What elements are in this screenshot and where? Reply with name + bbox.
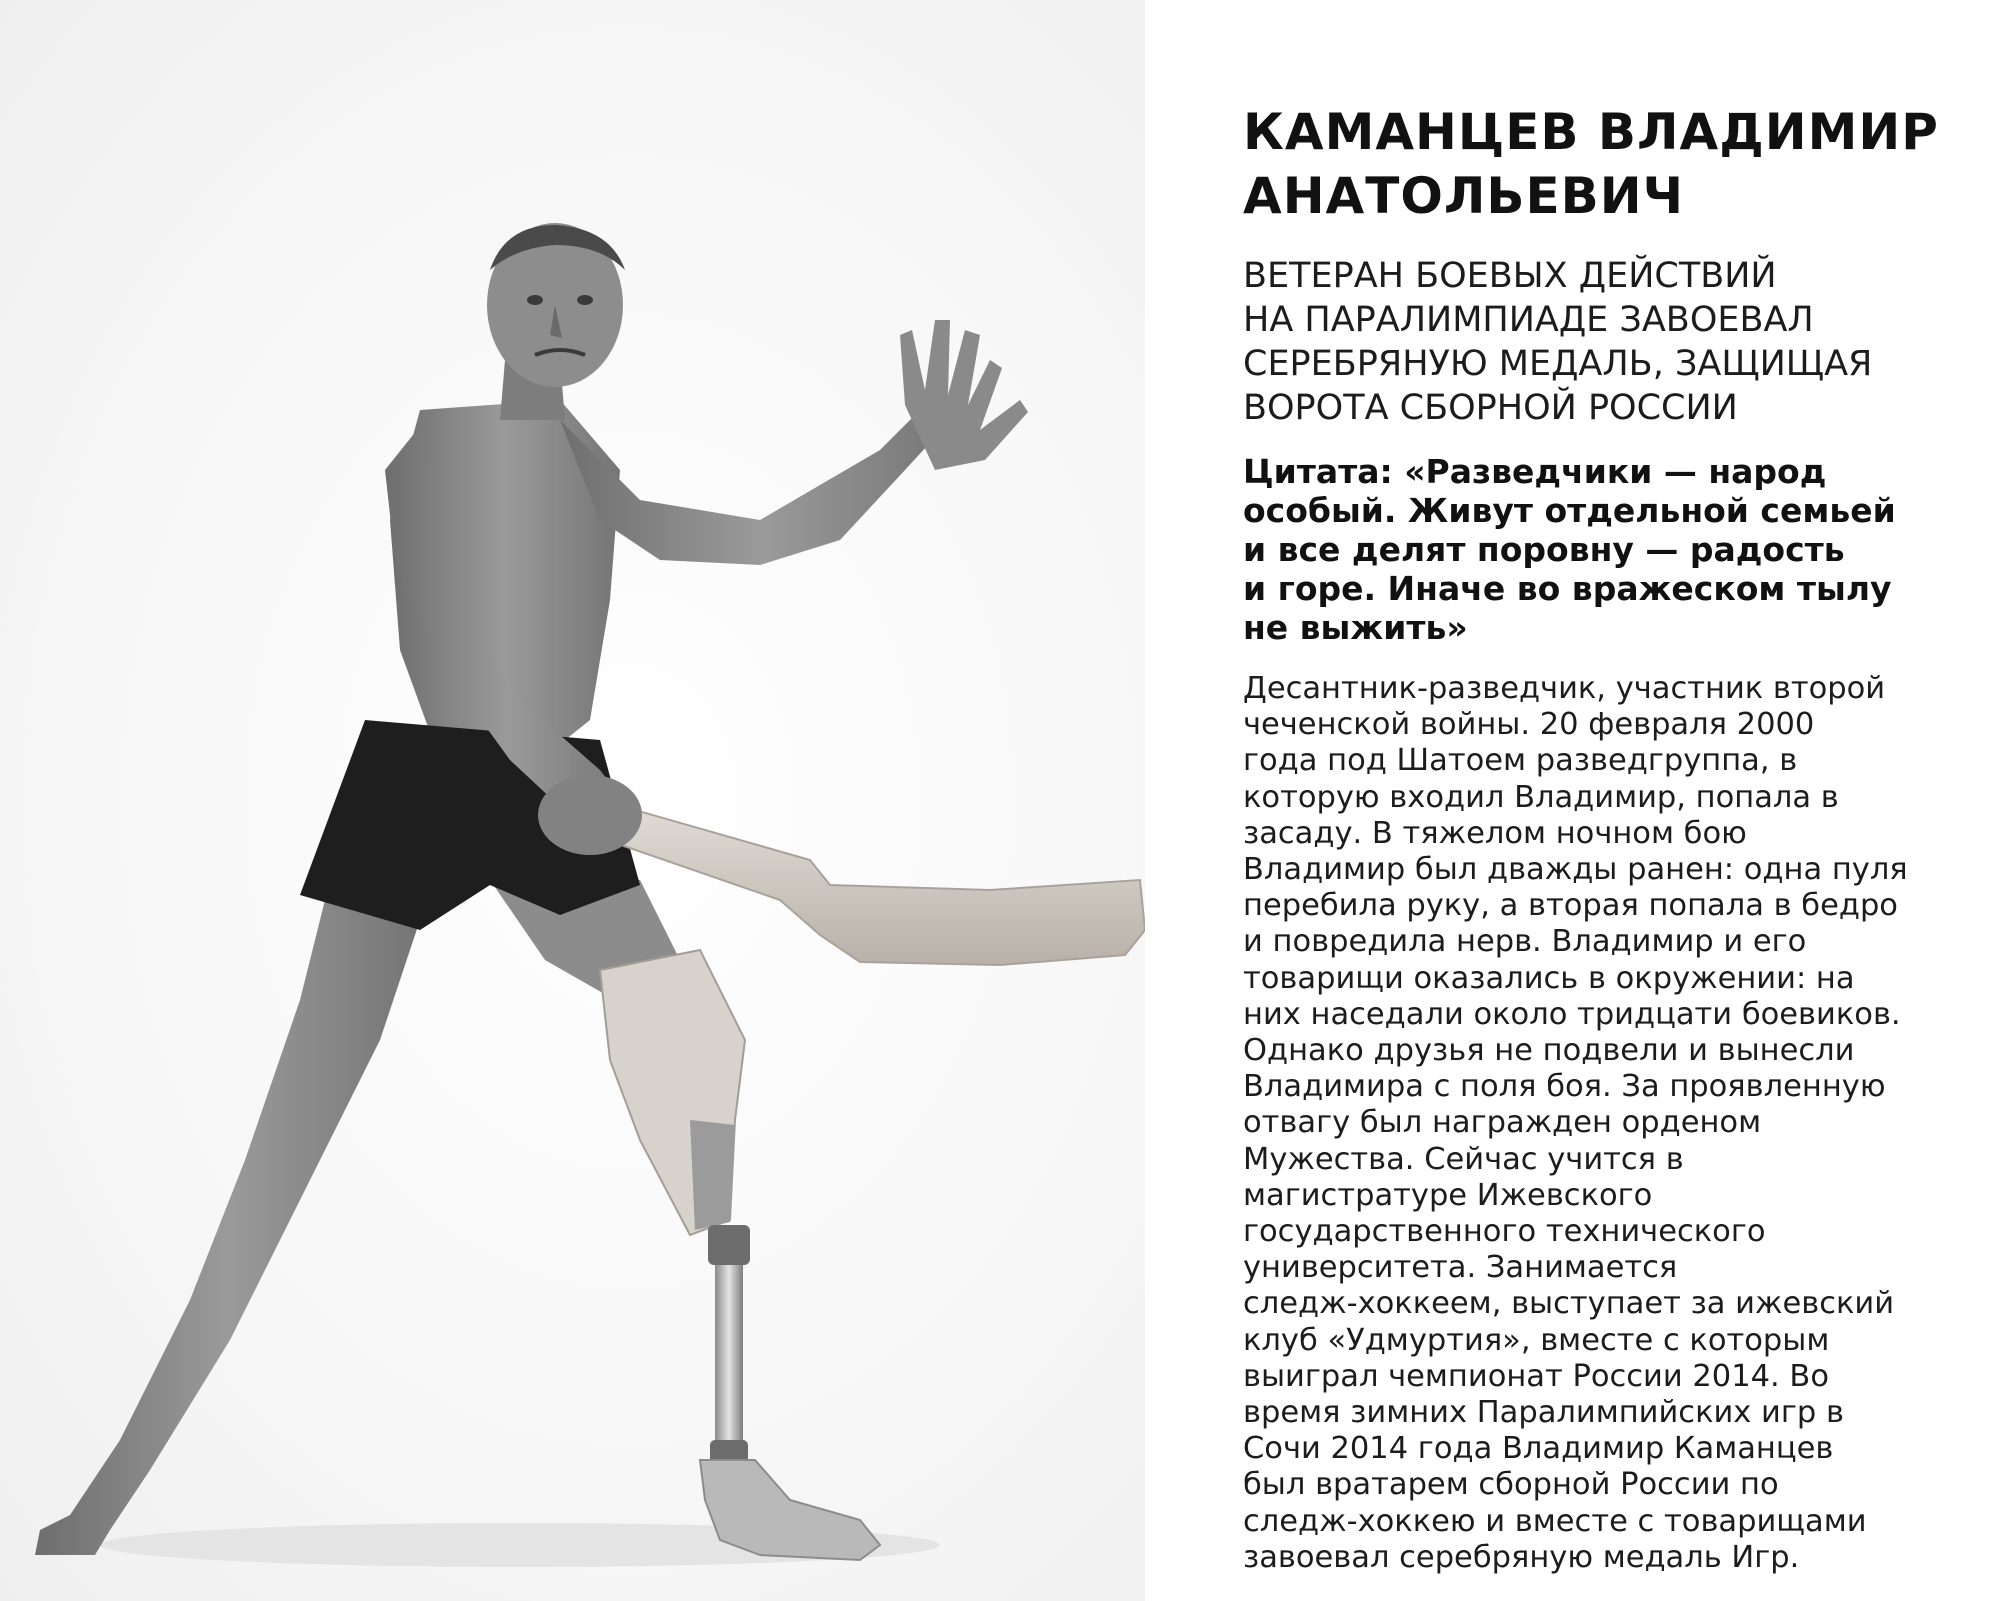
biography-text: Десантник-разведчик, участник второй чеченской войны. 20 февраля 2000 года под Шатоем разведгруппа, в которую входил Владимир, попала в засаду. В тяжелом ночном бою Владимир был дважды ранен: одна пуля перебила руку, а вторая попала в бедро и повредила нерв. Владимир и его товарищи оказались в окружении: на них наседали около тридцати боевиков. Однако друзья не подвели и вынесли Владимира с поля боя. За проявленную отвагу был награжден орденом Мужества. Сейчас учится в магистратуре Ижевского государственного технического университета. Занимается следж-хоккеем, выступает за ижевский клуб «Удмуртия», вместе с которым выиграл чемпионат России 2014. Во время зимних Паралимпийских игр в Сочи 2014 года Владимир Каманцев был вратарем сборной России по следж-хоккею и вместе с товарищами завоевал серебряную медаль Игр. — [1243, 671, 1908, 1575]
person-name-heading: КАМАНЦЕВ ВЛАДИМИР АНАТОЛЬЕВИЧ — [1243, 103, 1939, 225]
hockey-stick — [592, 800, 1145, 965]
left-leg — [35, 880, 420, 1555]
raised-arm — [560, 400, 960, 565]
article-text-column — [1243, 100, 1963, 1576]
gripping-hand — [538, 775, 642, 855]
subtitle-heading: ВЕТЕРАН БОЕВЫХ ДЕЙСТВИЙ НА ПАРАЛИМПИАДЕ ЗАВОЕВАЛ СЕРЕБРЯНУЮ МЕДАЛЬ, ЗАЩИЩАЯ ВОРОТА СБОРНОЙ РОССИИ — [1243, 256, 1873, 428]
quote-text: Цитата: «Разведчики — народ особый. Живут отдельной семьей и все делят поровну — радость и горе. Иначе во вражеском тылу не выжить» — [1243, 452, 1896, 647]
